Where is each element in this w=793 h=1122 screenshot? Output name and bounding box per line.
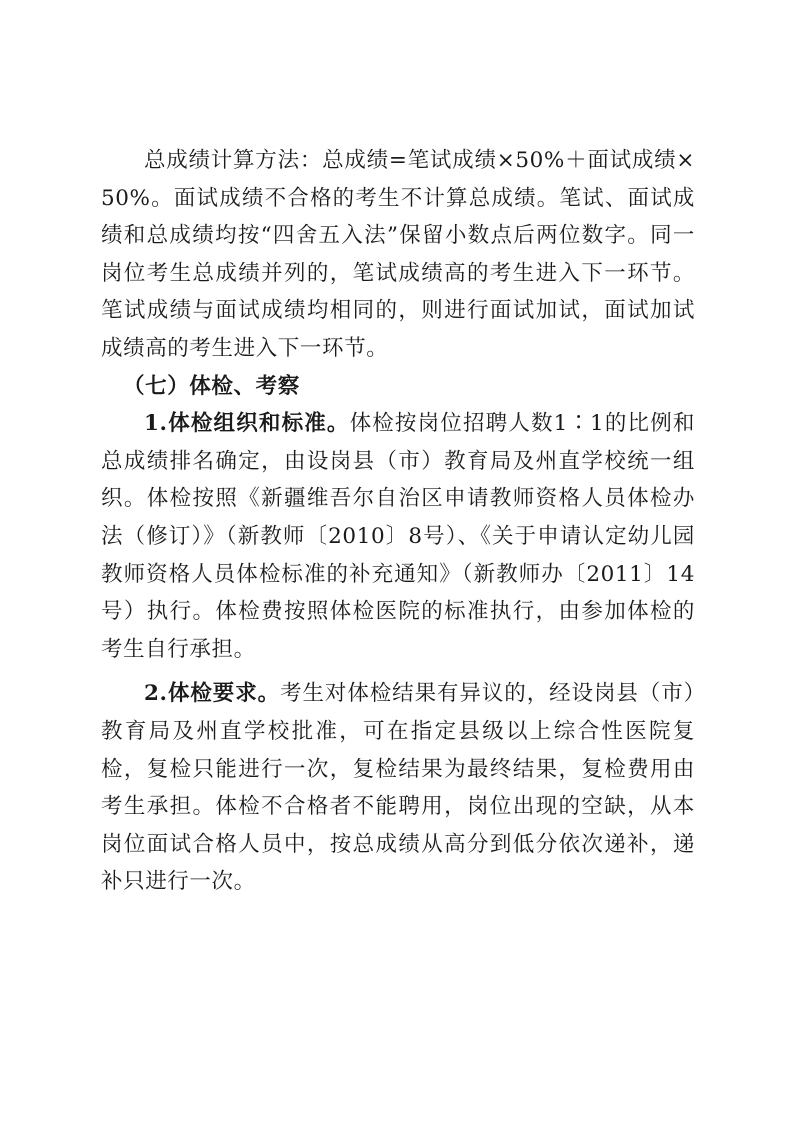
paragraph-exam-requirements-text: 考生对体检结果有异议的，经设岗县（市）教育局及州直学校批准，可在指定县级以上综合性医院复检，复检只能进行一次，复检结果为最终结果，复检费用由考生承担。体检不合格者不能聘用，岗位出现的空缺，从本岗位面试合格人员中，按总成绩从高分到低分依次递补，递补只进行一次。	[101, 681, 695, 895]
paragraph-total-score-method: 总成绩计算方法：总成绩=笔试成绩×50%＋面试成绩×50%。面试成绩不合格的考生不计算总成绩。笔试、面试成绩和总成绩均按“四舍五入法”保留小数点后两位数字。同一岗位考生总成绩并列的，笔试成绩高的考生进入下一环节。笔试成绩与面试成绩均相同的，则进行面试加试，面试加试成绩高的考生进入下一环节。	[101, 148, 695, 361]
paragraph-exam-requirements	[101, 675, 695, 901]
paragraph-exam-organization-text: 体检按岗位招聘人数1∶1的比例和总成绩排名确定，由设岗县（市）教育局及州直学校统一组织。体检按照《新疆维吾尔自治区申请教师资格人员体检办法（修订）》（新教师〔2010〕8号）、《关于申请认定幼儿园教师资格人员体检标准的补充通知》（新教师办〔2011〕14号）执行。体检费按照体检医院的标准执行，由参加体检的考生自行承担。	[101, 411, 695, 662]
document-body	[101, 142, 695, 901]
paragraph-exam-organization-lead: 1.体检组织和标准。	[144, 411, 350, 437]
section-heading-physical-exam: （七）体检、考察	[123, 373, 300, 399]
paragraph-exam-organization	[101, 405, 695, 668]
paragraph-exam-requirements-lead: 2.体检要求。	[144, 681, 281, 707]
